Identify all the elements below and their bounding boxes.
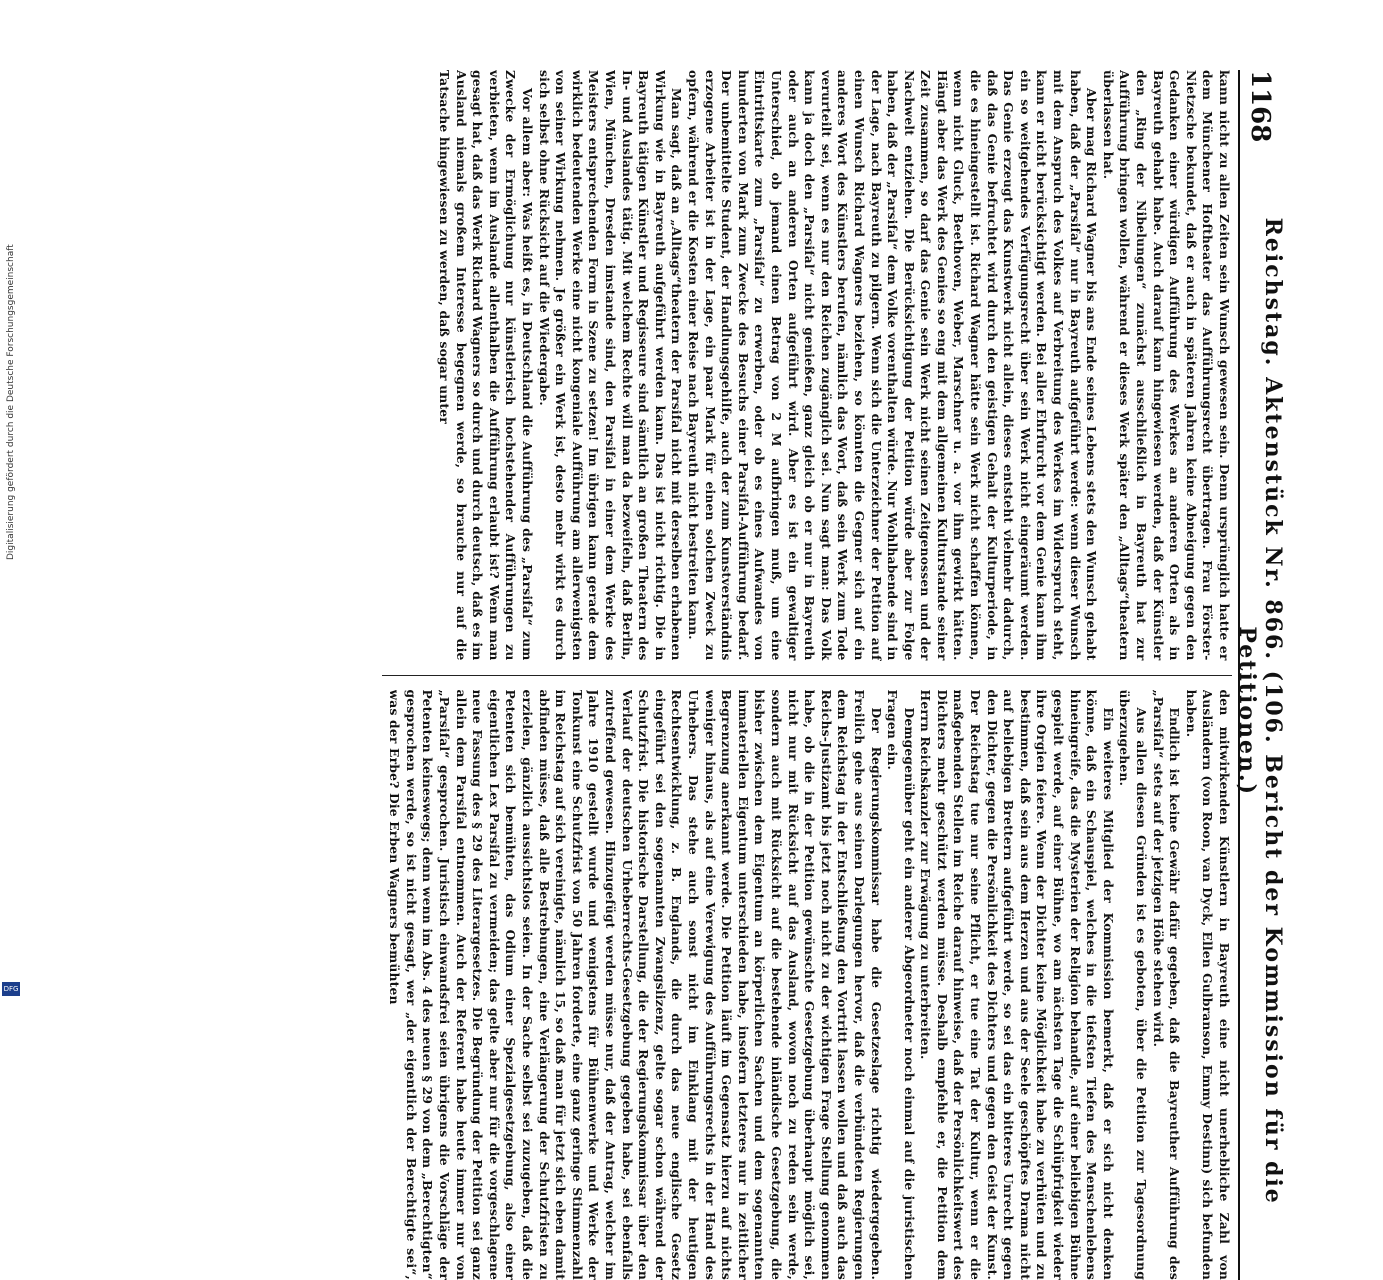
column-left [382, 70, 1232, 661]
paragraph: Demgegenüber geht ein anderer Abgeordneter noch einmal auf die juristischen Fragen ein. [884, 690, 917, 1280]
digitization-credit: Digitalisierung gefördert durch die Deutsche Forschungsgemeinschaft [6, 120, 20, 560]
paragraph: Aus allen diesen Gründen ist es geboten, über die Petition zur Tagesordnung überzugehen. [1116, 690, 1149, 1280]
paragraph: Der Regierungskommissar habe die Gesetzeslage richtig wiedergegeben. Freilich gehe aus seinen Darlegungen hervor, daß die verbündeten Regierungen dem Reichstag in der Entschließung den Vortritt lassen wollen und daß auch das Reichs-Justizamt bis jetzt noch nicht zu der wichtigen Frage Stellung genommen habe, ob die in der Petition gewünschte Gesetzgebung überhaupt möglich sei, nicht nur mit Rücksicht auf das Ausland, wovon noch zu reden sein werde, sondern auch mit Rücksicht auf die bestehende inländische Gesetzgebung, die bisher zwischen dem Eigentum an körperlichen Sachen und dem sogenannten immateriellen Eigentum unterschieden habe, insofern letzteres nur in zeitlicher Begrenzung anerkannt werde. Die Petition läuft im Gegensatz hierzu auf nichts weniger hinaus, als auf eine Verewigung des Aufführungsrechts in der Hand des Urhebers. Das stehe auch sonst nicht im Einklang mit der heutigen Rechtsentwicklung, z. B. Englands, die durch das neue englische Gesetz eingeführt sei den sogenannten Zwangslizenz, gelte sogar schon während der Schutzfrist. Die historische Darstellung, die der Regierungskommissar über den Verlauf der deutschen Urheberrechts-Gesetzgebung gegeben habe, sei ebenfalls zutreffend gewesen. Hinzugefügt werden müsse nur, daß der Antrag, welcher im Jahre 1910 gestellt wurde und wenigstens für Bühnenwerke und Werke der Tonkunst eine Schutzfrist von 50 Jahren forderte, eine ganz geringe Stimmenzahl im Reichstag auf sich vereinigte, nämlich 15, so daß man für jetzt sich eben damit abfinden müsse, daß alle Bestrebungen, eine Verlängerung der Schutzfristen zu erzielen, gänzlich aussichtslos seien. In der Sache selbst sei zuzugeben, daß die Petenten sich bemühten, das Odium einer Spezialgesetzgebung, also einer eigentlichen Lex Parsifal zu vermeiden; das gelte aber nur für die vorgeschlagene neue Fassung des § 29 des Literargesetzes. Die Begründung der Petition sei ganz allein dem Parsifal entnommen. Auch der Referent habe heute immer nur von „Parsifal“ gesprochen. Juristisch einwandsfrei seien übrigens die Vorschläge der Petenten keineswegs; denn wenn im Abs. 4 des neuen § 29 von dem „Berechtigten“ gesprochen werde, so ist nicht gesagt, wer „der eigentlich der Berechtigte sei“, was der Erbe? Die Erben Wagners bemühten [386, 690, 884, 1280]
page-number: 1168 [1245, 70, 1275, 142]
text-columns [382, 70, 1232, 1280]
paragraph: Ein weiteres Mitglied der Kommission bemerkt, daß er sich nicht denken könne, daß ein Schauspiel, welches in die tiefsten Tiefen des Menschenlebens hineingreife, das die Mysterien der Religion behandle, auf einer beliebigen Bühne gespielt werde, auf einer Bühne, wo am nächsten Tage die Schlüpfrigkeit wieder ihre Orgien feiere. Wenn der Dichter keine Möglichkeit habe zu verhüten und zu bestimmen, daß sein aus dem Herzen und aus der Seele geschöpftes Drama nicht auf beliebigen Brettern aufgeführt werde, so sei das ein bitteres Unrecht gegen den Dichter, gegen die Persönlichkeit des Dichters und gegen den Geist der Kunst. Der Reichstag tue nur seine Pflicht, er tue eine Tat der Kultur, wenn er die maßgebenden Stellen im Reiche darauf hinweise, daß der Persönlichkeitswert des Dichters mehr geschützt werden müsse. Deshalb empfehle er, die Petition dem Herrn Reichskanzler zur Erwägung zu unterbreiten. [917, 690, 1116, 1280]
dfg-logo: DFG [2, 982, 20, 996]
rotated-page-content [70, 70, 1280, 970]
page-header [1238, 70, 1280, 1280]
paragraph: den mitwirkenden Künstlern in Bayreuth eine nicht unerhebliche Zahl von Ausländern (von Roon, van Dyck, Ellen Gulbranson, Emmy Destinn) sich befunden haben. [1182, 690, 1232, 1280]
paragraph: Vor allem aber: Was heißt es, in Deutschland die Aufführung des „Parsifal“ zum Zwecke der Ermöglichung nur künstlerisch hochstehender Aufführungen zu verbieten, wenn im Auslande allenthalben die Aufführung erlaubt ist? Wenn man gesagt hat, daß das Werk Richard Wagners so durch und durch deutsch, daß es im Ausland niemals großem Interesse begegnen werde, so brauche nur auf die Tatsache hingewiesen zu werden, daß sogar unter [436, 70, 536, 661]
paragraph: kann nicht zu allen Zeiten sein Wunsch gewesen sein. Denn ursprünglich hatte er dem Münchener Hoftheater das Aufführungsrecht übertragen. Frau Förster-Nietzsche bekundet, daß er auch in späteren Jahren keine Abneigung gegen den Gedanken einer würdigen Aufführung des Werkes an anderen Orten als in Bayreuth gehabt habe. Auch darauf kann hingewiesen werden, daß der Künstler den „Ring der Nibelungen“ zunächst ausschließlich in Bayreuth hat zur Aufführung bringen wollen, während er dieses Werk später den „Alltags“theatern überlassen hat. [1099, 70, 1232, 661]
column-divider [382, 675, 1232, 676]
paragraph: Aber mag Richard Wagner bis ans Ende seines Lebens stets den Wunsch gehabt haben, daß der „Parsifal“ nur in Bayreuth aufgeführt werde: wenn dieser Wunsch mit dem Anspruch des Volkes auf Verbreitung des Werkes im Widerspruch steht, kann er nicht berücksichtigt werden. Bei aller Ehrfurcht vor dem Genie kann ihm ein so weitgehendes Verfügungsrecht über sein Werk nicht eingeräumt werden. Das Genie erzeugt das Kunstwerk nicht allein, dieses entsteht vielmehr dadurch, daß das Genie befruchtet wird durch den geistigen Gehalt der Kulturperiode, in die es hineingestellt ist. Richard Wagner hätte sein Werk nicht schaffen können, wenn nicht Gluck, Beethoven, Weber, Marschner u. a. vor ihm gewirkt hätten. Hängt aber das Werk des Genies so eng mit dem allgemeinen Kulturstande seiner Zeit zusammen, so darf das Genie sein Werk nicht seinen Zeitgenossen und der Nachwelt entziehen. Die Berücksichtigung der Petition würde aber zur Folge haben, daß der „Parsifal“ dem Volke vorenthalten würde. Nur Wohlhabende sind in der Lage, nach Bayreuth zu pilgern. Wenn sich die Unterzeichner der Petition auf einen Wunsch Richard Wagners beziehen, so könnten die Gegner sich auf ein anderes Wort des Künstlers berufen, nämlich das Wort, daß sein Werk zum Tode verurteilt sei, wenn es nur den Reichen zugänglich sei. Nun sagt man: Das Volk kann ja doch den „Parsifal“ nicht genießen, ganz gleich ob er nur in Bayreuth oder auch an anderen Orten aufgeführt wird. Aber es ist ein gewaltiger Unterschied, ob jemand einen Betrag von 2 M aufbringen muß, um eine Eintrittskarte zum „Parsifal“ zu erwerben, oder ob es eines Aufwandes von hunderten von Mark zum Zwecke des Besuchs einer Parsifal-Aufführung bedarf. Der unbemittelte Student, der Handlungsgehilfe, auch der zum Kunstverständnis erzogene Arbeiter ist in der Lage, ein paar Mark für einen solchen Zweck zu opfern, während er die Kosten einer Reise nach Bayreuth nicht bestreiten kann. [684, 70, 1099, 661]
column-right [382, 690, 1232, 1280]
paragraph: Endlich ist keine Gewähr dafür gegeben, daß die Bayreuther Aufführung des „Parsifal“ stets auf der jetzigen Höhe stehen wird. [1149, 690, 1182, 1280]
page-title: Reichstag. Aktenstück Nr. 866. (106. Bericht der Kommission für die Petitionen.) [1234, 142, 1286, 1280]
paragraph: Man sagt, daß an „Alltags“theatern der Parsifal nicht mit derselben erhabenen Wirkung wie in Bayreuth aufgeführt werden kann. Das ist nicht richtig. Die in Bayreuth tätigen Künstler und Regisseure sind sämtlich an großen Theatern des In- und Auslandes tätig. Mit welchem Rechte will man da bezweifeln, daß Berlin, Wien, München, Dresden imstande sind, den Parsifal in einer dem Werke des Meisters entsprechenden Form in Szene zu setzen! Im übrigen kann gerade dem wirklich bedeutenden Werke eine nicht kongeniale Aufführung am allerwenigsten von seiner Wirkung nehmen. Je größer ein Werk ist, desto mehr wirkt es durch sich selbst ohne Rücksicht auf die Wiedergabe. [535, 70, 684, 661]
